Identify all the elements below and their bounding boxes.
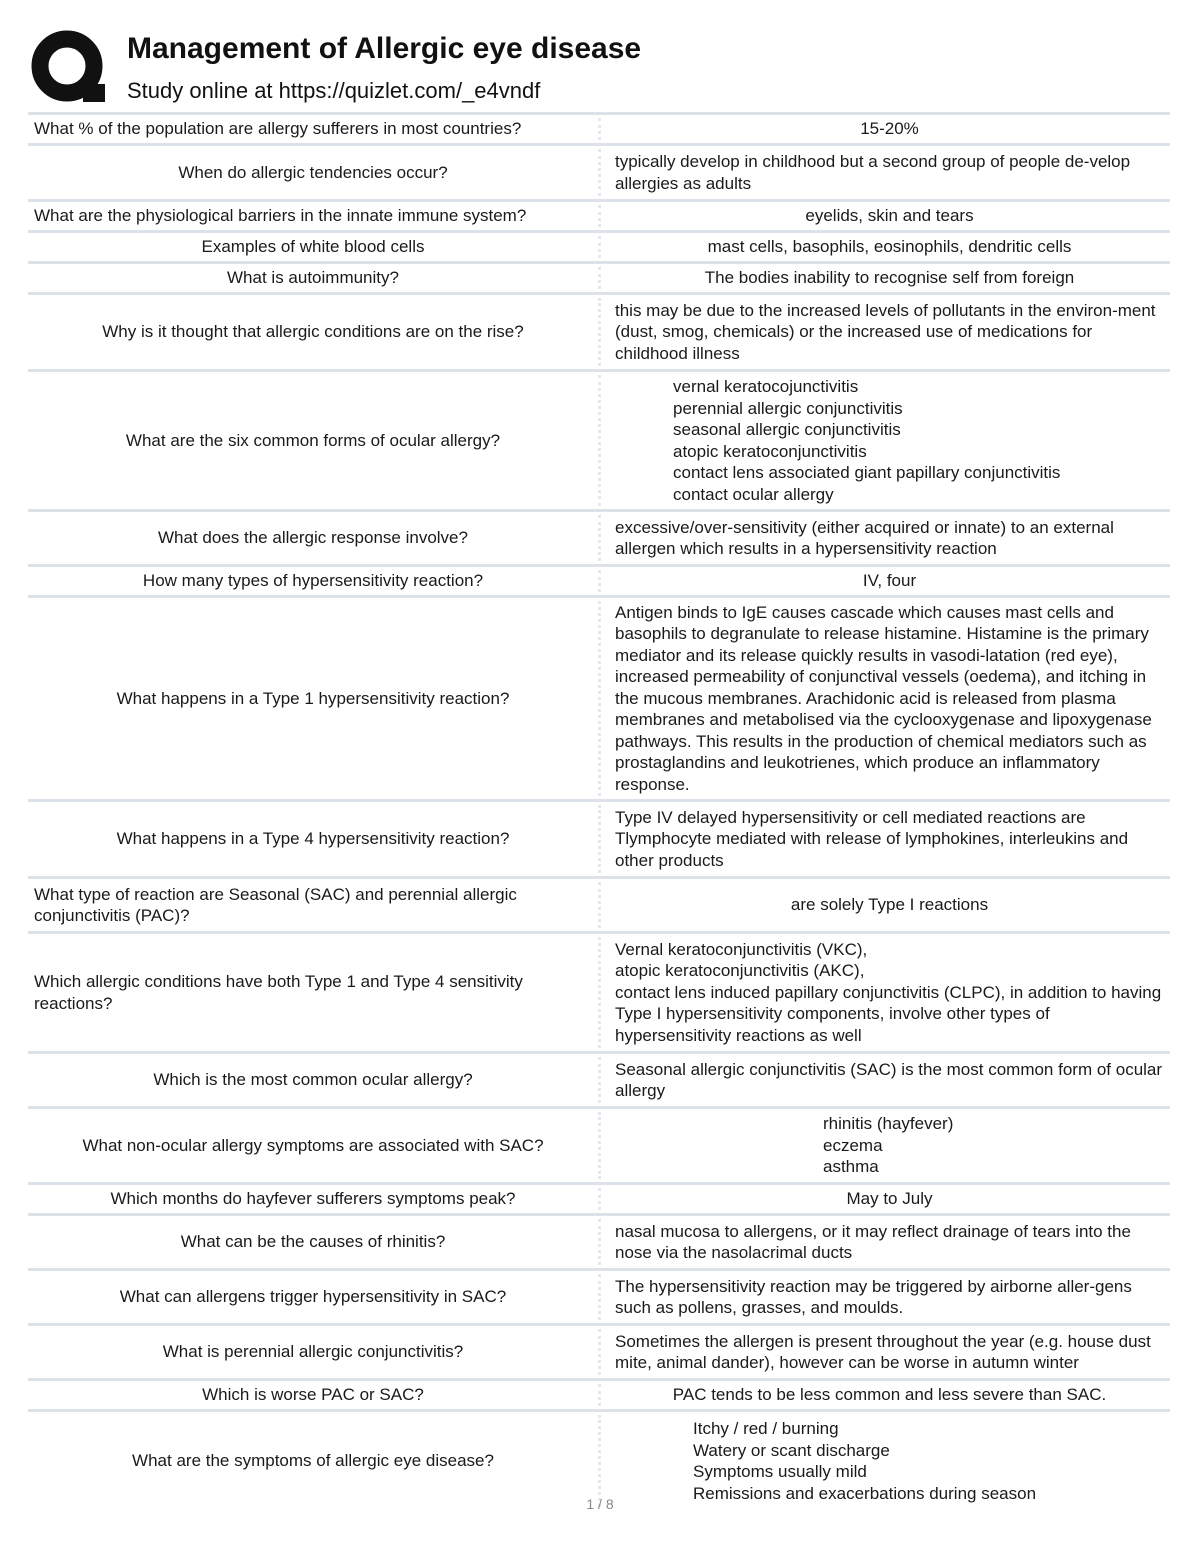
card-definition-list xyxy=(615,1109,1170,1182)
card-term: How many types of hypersensitivity reaction? xyxy=(142,571,484,591)
card-term: What happens in a Type 1 hypersensitivity reaction? xyxy=(116,688,510,708)
card-row xyxy=(28,295,1170,372)
card-term: What type of reaction are Seasonal (SAC) and perennial allergic conjunctivitis (PAC)? xyxy=(34,884,517,925)
definition-line: Vernal keratoconjunctivitis (VKC), xyxy=(615,939,868,959)
card-term: What are the six common forms of ocular allergy? xyxy=(125,430,501,450)
card-definition: are solely Type I reactions xyxy=(790,895,989,915)
card-definition: Type IV delayed hypersensitivity or cell mediated reactions are Tlymphocyte mediated with release of lymphokines, interleukins and other products xyxy=(615,807,1129,870)
card-term: What happens in a Type 4 hypersensitivity reaction? xyxy=(116,829,510,849)
card-term: Examples of white blood cells xyxy=(201,237,425,257)
flashcard-table xyxy=(28,112,1170,1510)
card-definition: nasal mucosa to allergens, or it may reflect drainage of tears into the nose via the nasolacrimal ducts xyxy=(615,1221,1131,1262)
card-term: What does the allergic response involve? xyxy=(158,528,468,548)
list-item: atopic keratoconjunctivitis xyxy=(673,441,867,461)
card-row xyxy=(28,233,1170,264)
card-term: Which is worse PAC or SAC? xyxy=(202,1385,424,1405)
card-term: What can allergens trigger hypersensitivity in SAC? xyxy=(119,1287,507,1307)
card-definition: this may be due to the increased levels of pollutants in the environ-ment (dust, smog, chemicals) or the increased use of medications for childhood illness xyxy=(615,300,1156,363)
list-item: Itchy / red / burning xyxy=(693,1419,839,1438)
card-definition: May to July xyxy=(846,1189,933,1209)
list-item: perennial allergic conjunctivitis xyxy=(673,398,903,418)
card-row xyxy=(28,802,1170,879)
card-row xyxy=(28,1271,1170,1326)
card-term: When do allergic tendencies occur? xyxy=(178,162,448,182)
card-term: What is autoimmunity? xyxy=(227,268,399,288)
card-row xyxy=(28,264,1170,295)
card-row xyxy=(28,567,1170,598)
study-link[interactable]: Study online at https://quizlet.com/_e4vndf xyxy=(127,78,541,103)
list-item: Symptoms usually mild xyxy=(693,1462,867,1481)
card-definition: mast cells, basophils, eosinophils, dendritic cells xyxy=(707,237,1072,257)
page-number: 1 / 8 xyxy=(586,1496,614,1512)
list-item: vernal keratocojunctivitis xyxy=(673,377,859,396)
card-term: What are the symptoms of allergic eye disease? xyxy=(132,1451,494,1471)
card-row xyxy=(28,146,1170,202)
card-definition: Seasonal allergic conjunctivitis (SAC) is the most common form of ocular allergy xyxy=(615,1059,1163,1100)
card-definition: Sometimes the allergen is present throughout the year (e.g. house dust mite, animal dander), however can be worse in autumn winter xyxy=(615,1331,1151,1372)
card-term: What are the physiological barriers in the innate immune system? xyxy=(34,206,527,226)
card-row xyxy=(28,202,1170,233)
list-item: Remissions and exacerbations during season xyxy=(693,1483,1037,1503)
list-item: asthma xyxy=(823,1157,879,1177)
card-definition: excessive/over-sensitivity (either acquired or innate) to an external allergen which results in a hypersensitivity reaction xyxy=(615,517,1114,558)
card-term: Which months do hayfever sufferers symptoms peak? xyxy=(110,1189,516,1209)
card-definition: The bodies inability to recognise self from foreign xyxy=(704,268,1075,288)
card-row xyxy=(28,115,1170,146)
card-definition-list xyxy=(615,372,1170,509)
list-item: contact lens associated giant papillary conjunctivitis xyxy=(673,463,1061,482)
list-item: seasonal allergic conjunctivitis xyxy=(673,420,901,439)
definition-line: contact lens induced papillary conjunctivitis (CLPC), in addition to having Type I hypersensitivity components, involve other types of hypersensitivity reactions as well xyxy=(615,982,1162,1045)
card-row xyxy=(28,1326,1170,1381)
card-row xyxy=(28,512,1170,567)
list-item: Watery or scant discharge xyxy=(693,1440,890,1460)
card-row xyxy=(28,879,1170,934)
card-definition: IV, four xyxy=(862,571,917,591)
list-item: rhinitis (hayfever) xyxy=(823,1114,954,1134)
card-definition: PAC tends to be less common and less severe than SAC. xyxy=(672,1385,1107,1405)
definition-line: atopic keratoconjunctivitis (AKC), xyxy=(615,961,865,981)
card-row xyxy=(28,934,1170,1054)
card-definition xyxy=(615,934,1170,1051)
card-definition: eyelids, skin and tears xyxy=(805,206,974,226)
card-term: Why is it thought that allergic conditions are on the rise? xyxy=(102,322,524,342)
card-term: What is perennial allergic conjunctivitis? xyxy=(162,1342,464,1362)
card-term: What can be the causes of rhinitis? xyxy=(180,1232,446,1252)
card-row xyxy=(28,1185,1170,1216)
quizlet-q-logo-icon xyxy=(31,30,107,106)
card-row xyxy=(28,598,1170,802)
card-row xyxy=(28,372,1170,512)
card-definition: Antigen binds to IgE causes cascade which causes mast cells and basophils to degranulate to release histamine. Histamine is the primary mediator and its release quickly results in vasodi-latation (red eye), increased permeability of conjunctival vessels (oedema), and itching in the mucous membranes. Arachidonic acid is released from plasma membranes and metabolised via the cyclooxygenase and lipoxygenase pathways. This results in the production of chemical mediators such as prostaglandins and leukotrienes, which produce an inflammatory response. xyxy=(615,602,1152,794)
page-title: Management of Allergic eye disease xyxy=(127,32,642,65)
card-term: What non-ocular allergy symptoms are associated with SAC? xyxy=(82,1135,544,1155)
list-item: contact ocular allergy xyxy=(673,484,834,504)
card-row xyxy=(28,1216,1170,1271)
card-row xyxy=(28,1054,1170,1109)
list-item: eczema xyxy=(823,1135,883,1155)
card-row xyxy=(28,1109,1170,1185)
card-definition: 15-20% xyxy=(860,119,919,139)
card-term: Which allergic conditions have both Type 1 and Type 4 sensitivity reactions? xyxy=(34,972,523,1013)
card-definition: typically develop in childhood but a second group of people de-velop allergies as adults xyxy=(615,152,1131,193)
card-row xyxy=(28,1381,1170,1412)
card-term: Which is the most common ocular allergy? xyxy=(153,1070,473,1090)
card-term: What % of the population are allergy sufferers in most countries? xyxy=(34,119,522,139)
card-definition: The hypersensitivity reaction may be triggered by airborne aller-gens such as pollens, grasses, and moulds. xyxy=(615,1276,1132,1317)
